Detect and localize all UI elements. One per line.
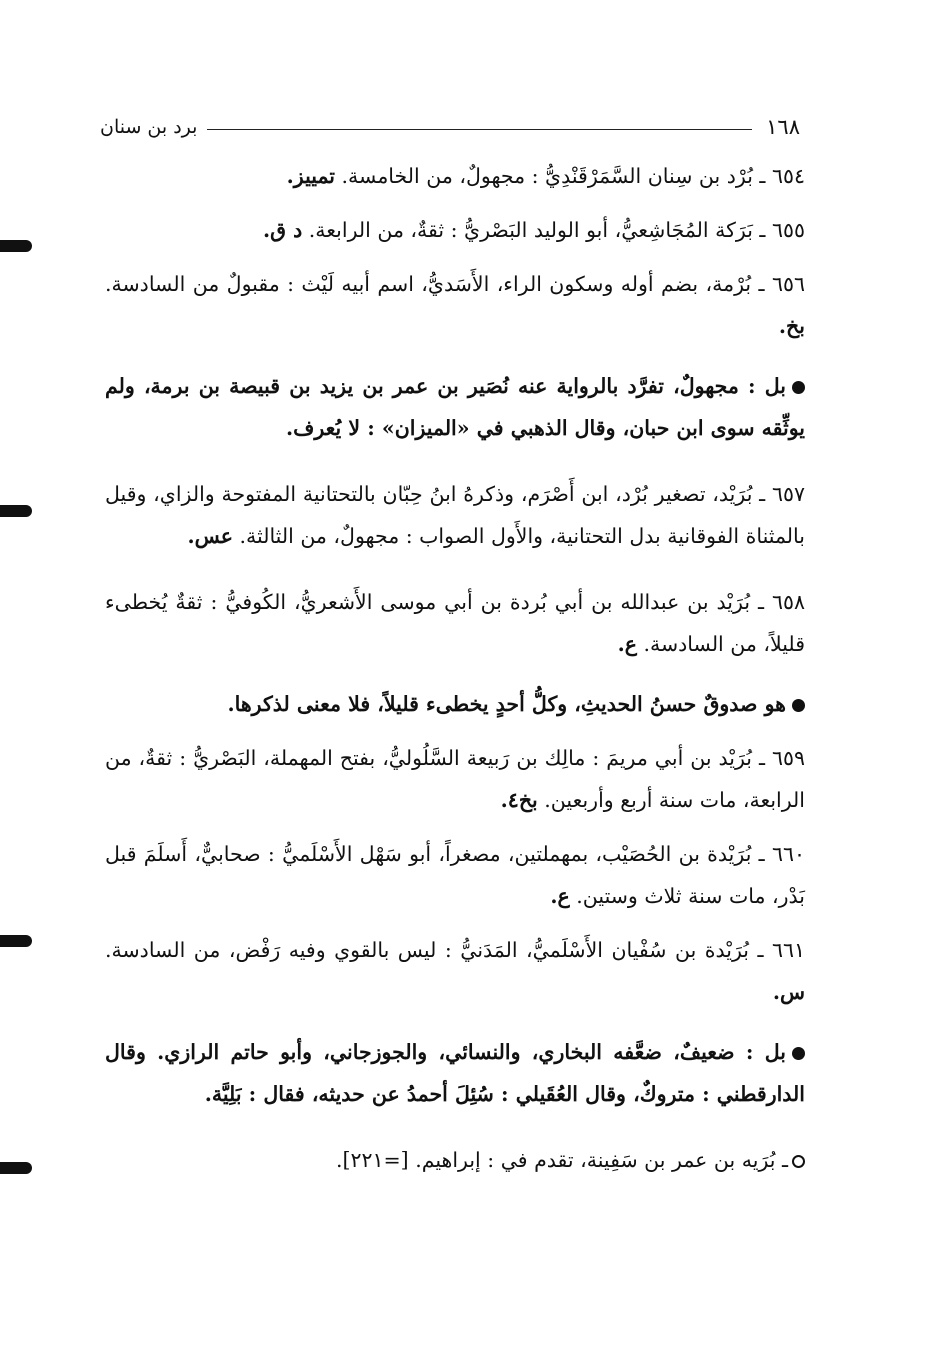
entry-654	[105, 155, 805, 197]
bullet-icon	[792, 1047, 805, 1060]
entry-code: بخ٤.	[500, 788, 538, 812]
bullet-icon	[792, 699, 805, 712]
margin-mark	[0, 505, 32, 517]
entry-655	[105, 209, 805, 251]
entry-text: ٦٥٥ ـ بَرَكة المُجَاشِعيُّ، أبو الوليد البَصْريُّ : ثقةٌ، من الرابعة.	[302, 218, 805, 242]
entries-list	[105, 155, 805, 1193]
margin-mark	[0, 240, 32, 252]
entry-661	[105, 929, 805, 1013]
entry-code: عس.	[187, 524, 233, 548]
entry-text: ٦٥٩ ـ بُرَيْد بن أبي مريمَ : مالِك بن رَبيعة السَّلُوليُّ، بفتح المهملة، البَصْريُّ : ثقةٌ، من الرابعة، مات سنة أربع وأربعين.	[105, 746, 805, 812]
entry-code: تمييز.	[286, 164, 336, 188]
entry-text: ٦٥٨ ـ بُرَيْد بن عبدالله بن أبي بُردة بن أبي موسى الأَشعريُّ، الكُوفيُّ : ثقةٌ يُخطىء قليلاً، من السادسة.	[105, 590, 805, 656]
editor-note	[105, 365, 805, 449]
cross-reference	[105, 1139, 805, 1181]
page-number: ١٦٨	[766, 115, 800, 139]
running-header	[100, 112, 800, 142]
cross-reference-text: ـ بُرَيه بن عمر بن سَفِينة، تقدم في : إبراهيم. [=٢٢١].	[335, 1148, 788, 1172]
entry-657	[105, 473, 805, 557]
note-text: بل : ضعيفٌ، ضعَّفه البخاري، والنسائي، والجوزجاني، وأبو حاتم الرازي. وقال الدارقطني : متروكٌ، وقال العُقَيلي : سُئِلَ أحمدُ عن حديثه، فقال : بَلِيَّة.	[105, 1040, 805, 1106]
entry-660	[105, 833, 805, 917]
editor-note	[105, 683, 805, 725]
entry-code: ع.	[550, 884, 570, 908]
note-text: هو صدوقٌ حسنُ الحديثِ، وكلُّ أحدٍ يخطىء قليلاً، فلا معنى لذكرها.	[227, 692, 786, 716]
header-rule	[207, 129, 752, 130]
entry-code: بخ.	[778, 314, 805, 338]
running-title: برد بن سنان	[100, 116, 198, 138]
entry-code: س.	[772, 980, 805, 1004]
entry-code: د ق.	[262, 218, 303, 242]
margin-mark	[0, 935, 32, 947]
note-text: بل : مجهولٌ، تفرَّد بالرواية عنه نُصَير بن عمر بن يزيد بن قبيصة بن برمة، ولم يوثِّقه سوى ابن حبان، وقال الذهبي في «الميزان» : لا يُعرف.	[105, 374, 805, 440]
entry-text: ٦٦١ ـ بُرَيْدة بن سُفْيان الأَسْلَميُّ، المَدَنيُّ : ليس بالقوي وفيه رَفْض، من السادسة.	[105, 938, 805, 962]
entry-code: ع.	[617, 632, 637, 656]
editor-note	[105, 1031, 805, 1115]
entry-text: ٦٥٧ ـ بُرَيْد، تصغير بُرْد، ابن أَصْرَم، وذكرهُ ابنُ حِبّان بالتحتانية المفتوحة والزاي، وقيل بالمثناة الفوقانية بدل التحتانية، والأَول الصواب : مجهولٌ، من الثالثة.	[105, 482, 805, 548]
entry-656	[105, 263, 805, 347]
margin-mark	[0, 1162, 32, 1174]
circle-icon	[792, 1155, 805, 1168]
bullet-icon	[792, 381, 805, 394]
entry-text: ٦٥٦ ـ بُرْمة، بضم أوله وسكون الراء، الأَسَديُّ، اسم أبيه لَيْث : مقبولٌ من السادسة.	[105, 272, 805, 296]
entry-659	[105, 737, 805, 821]
entry-text: ٦٦٠ ـ بُرَيْدة بن الحُصَيْب، بمهملتين، مصغراً، أبو سَهْل الأَسْلَميُّ : صحابيٌّ، أَسلَمَ قبل بَدْر، مات سنة ثلاث وستين.	[105, 842, 805, 908]
entry-text: ٦٥٤ ـ بُرْد بن سِنان السَّمَرْقَنْدِيُّ : مجهولٌ، من الخامسة.	[335, 164, 805, 188]
entry-658	[105, 581, 805, 665]
